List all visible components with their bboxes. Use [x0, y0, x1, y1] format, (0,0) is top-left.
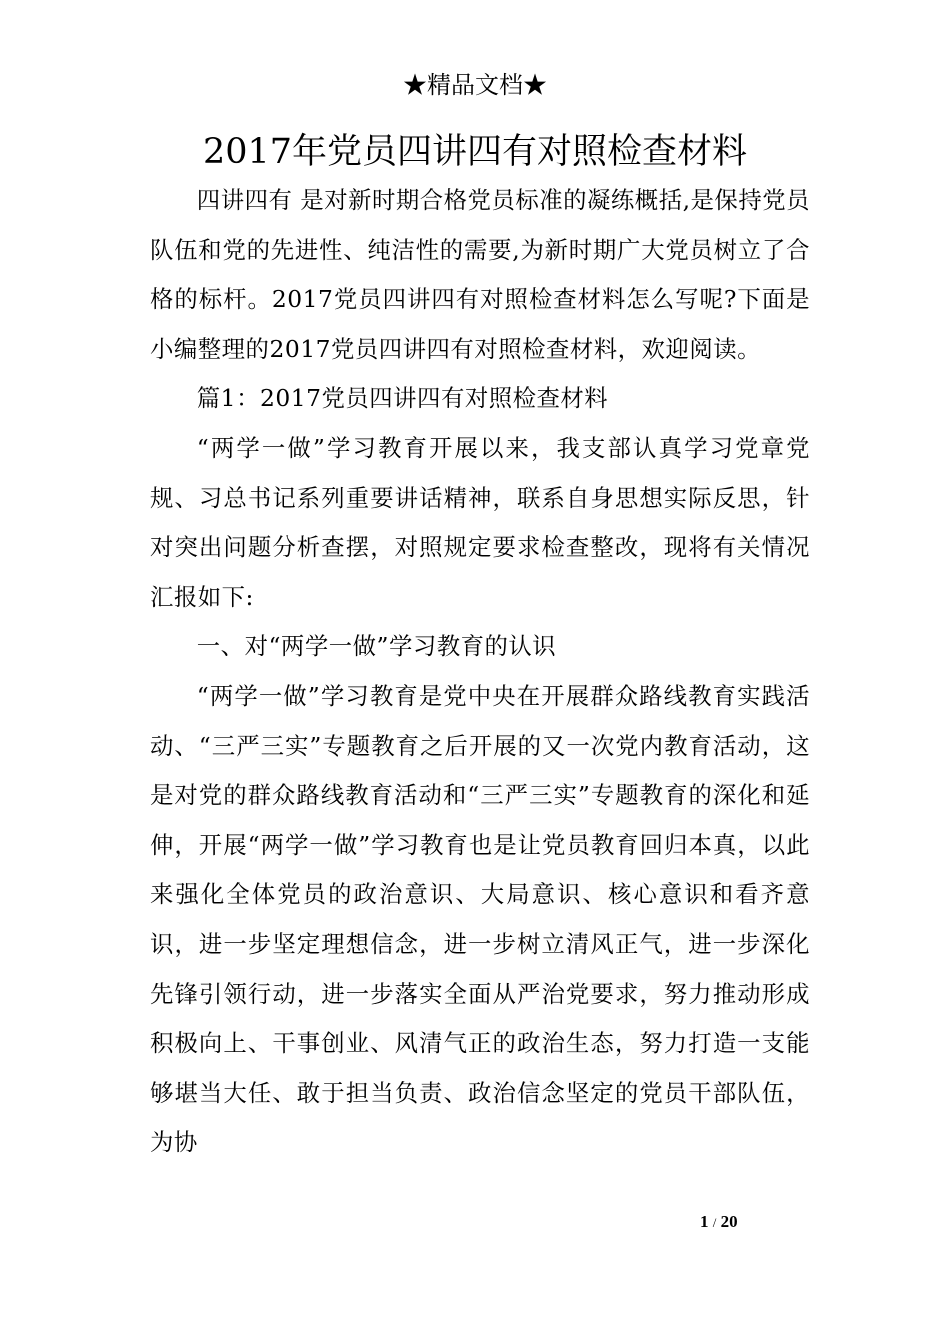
intro-paragraph: 四讲四有 是对新时期合格党员标准的凝练概括,是保持党员队伍和党的先进性、纯洁性的需要,为新时期广大党员树立了合格的标杆。2017党员四讲四有对照检查材料怎么写呢?下面是小编整理的2017党员四讲四有对照检查材料，欢迎阅读。 — [150, 186, 810, 363]
section-heading-understanding: 一、对“两学一做”学习教育的认识 — [196, 632, 557, 661]
body-paragraph: “两学一做”学习教育是党中央在开展群众路线教育实践活动、“三严三实”专题教育之后开展的又一次党内教育活动，这是对党的群众路线教育活动和“三严三实”专题教育的深化和延伸，开展“两学一做”学习教育也是让党员教育回归本真，以此来强化全体党员的政治意识、大局意识、核心意识和看齐意识，进一步坚定理想信念，进一步树立清风正气，进一步深化先锋引领行动，进一步落实全面从严治党要求，努力推动形成积极向上、干事创业、风清气正的政治生态，努力打造一支能够堪当大任、敢于担当负责、政治信念坚定的党员干部队伍，为协 — [150, 681, 810, 1157]
body-paragraph: “两学一做”学习教育开展以来，我支部认真学习党章党规、习总书记系列重要讲话精神，联系自身思想实际反思，针对突出问题分析查摆，对照规定要求检查整改，现将有关情况汇报如下: — [150, 433, 810, 611]
total-pages: 20 — [720, 1212, 738, 1231]
document-body — [150, 176, 810, 1168]
current-page: 1 — [700, 1212, 709, 1231]
page-header: ★精品文档★ — [403, 71, 547, 99]
document-title: 2017年党员四讲四有对照检查材料 — [202, 132, 748, 172]
page-separator: / — [712, 1215, 717, 1230]
page-number — [700, 1212, 820, 1232]
section-heading-part1: 篇1：2017党员四讲四有对照检查材料 — [196, 384, 609, 413]
